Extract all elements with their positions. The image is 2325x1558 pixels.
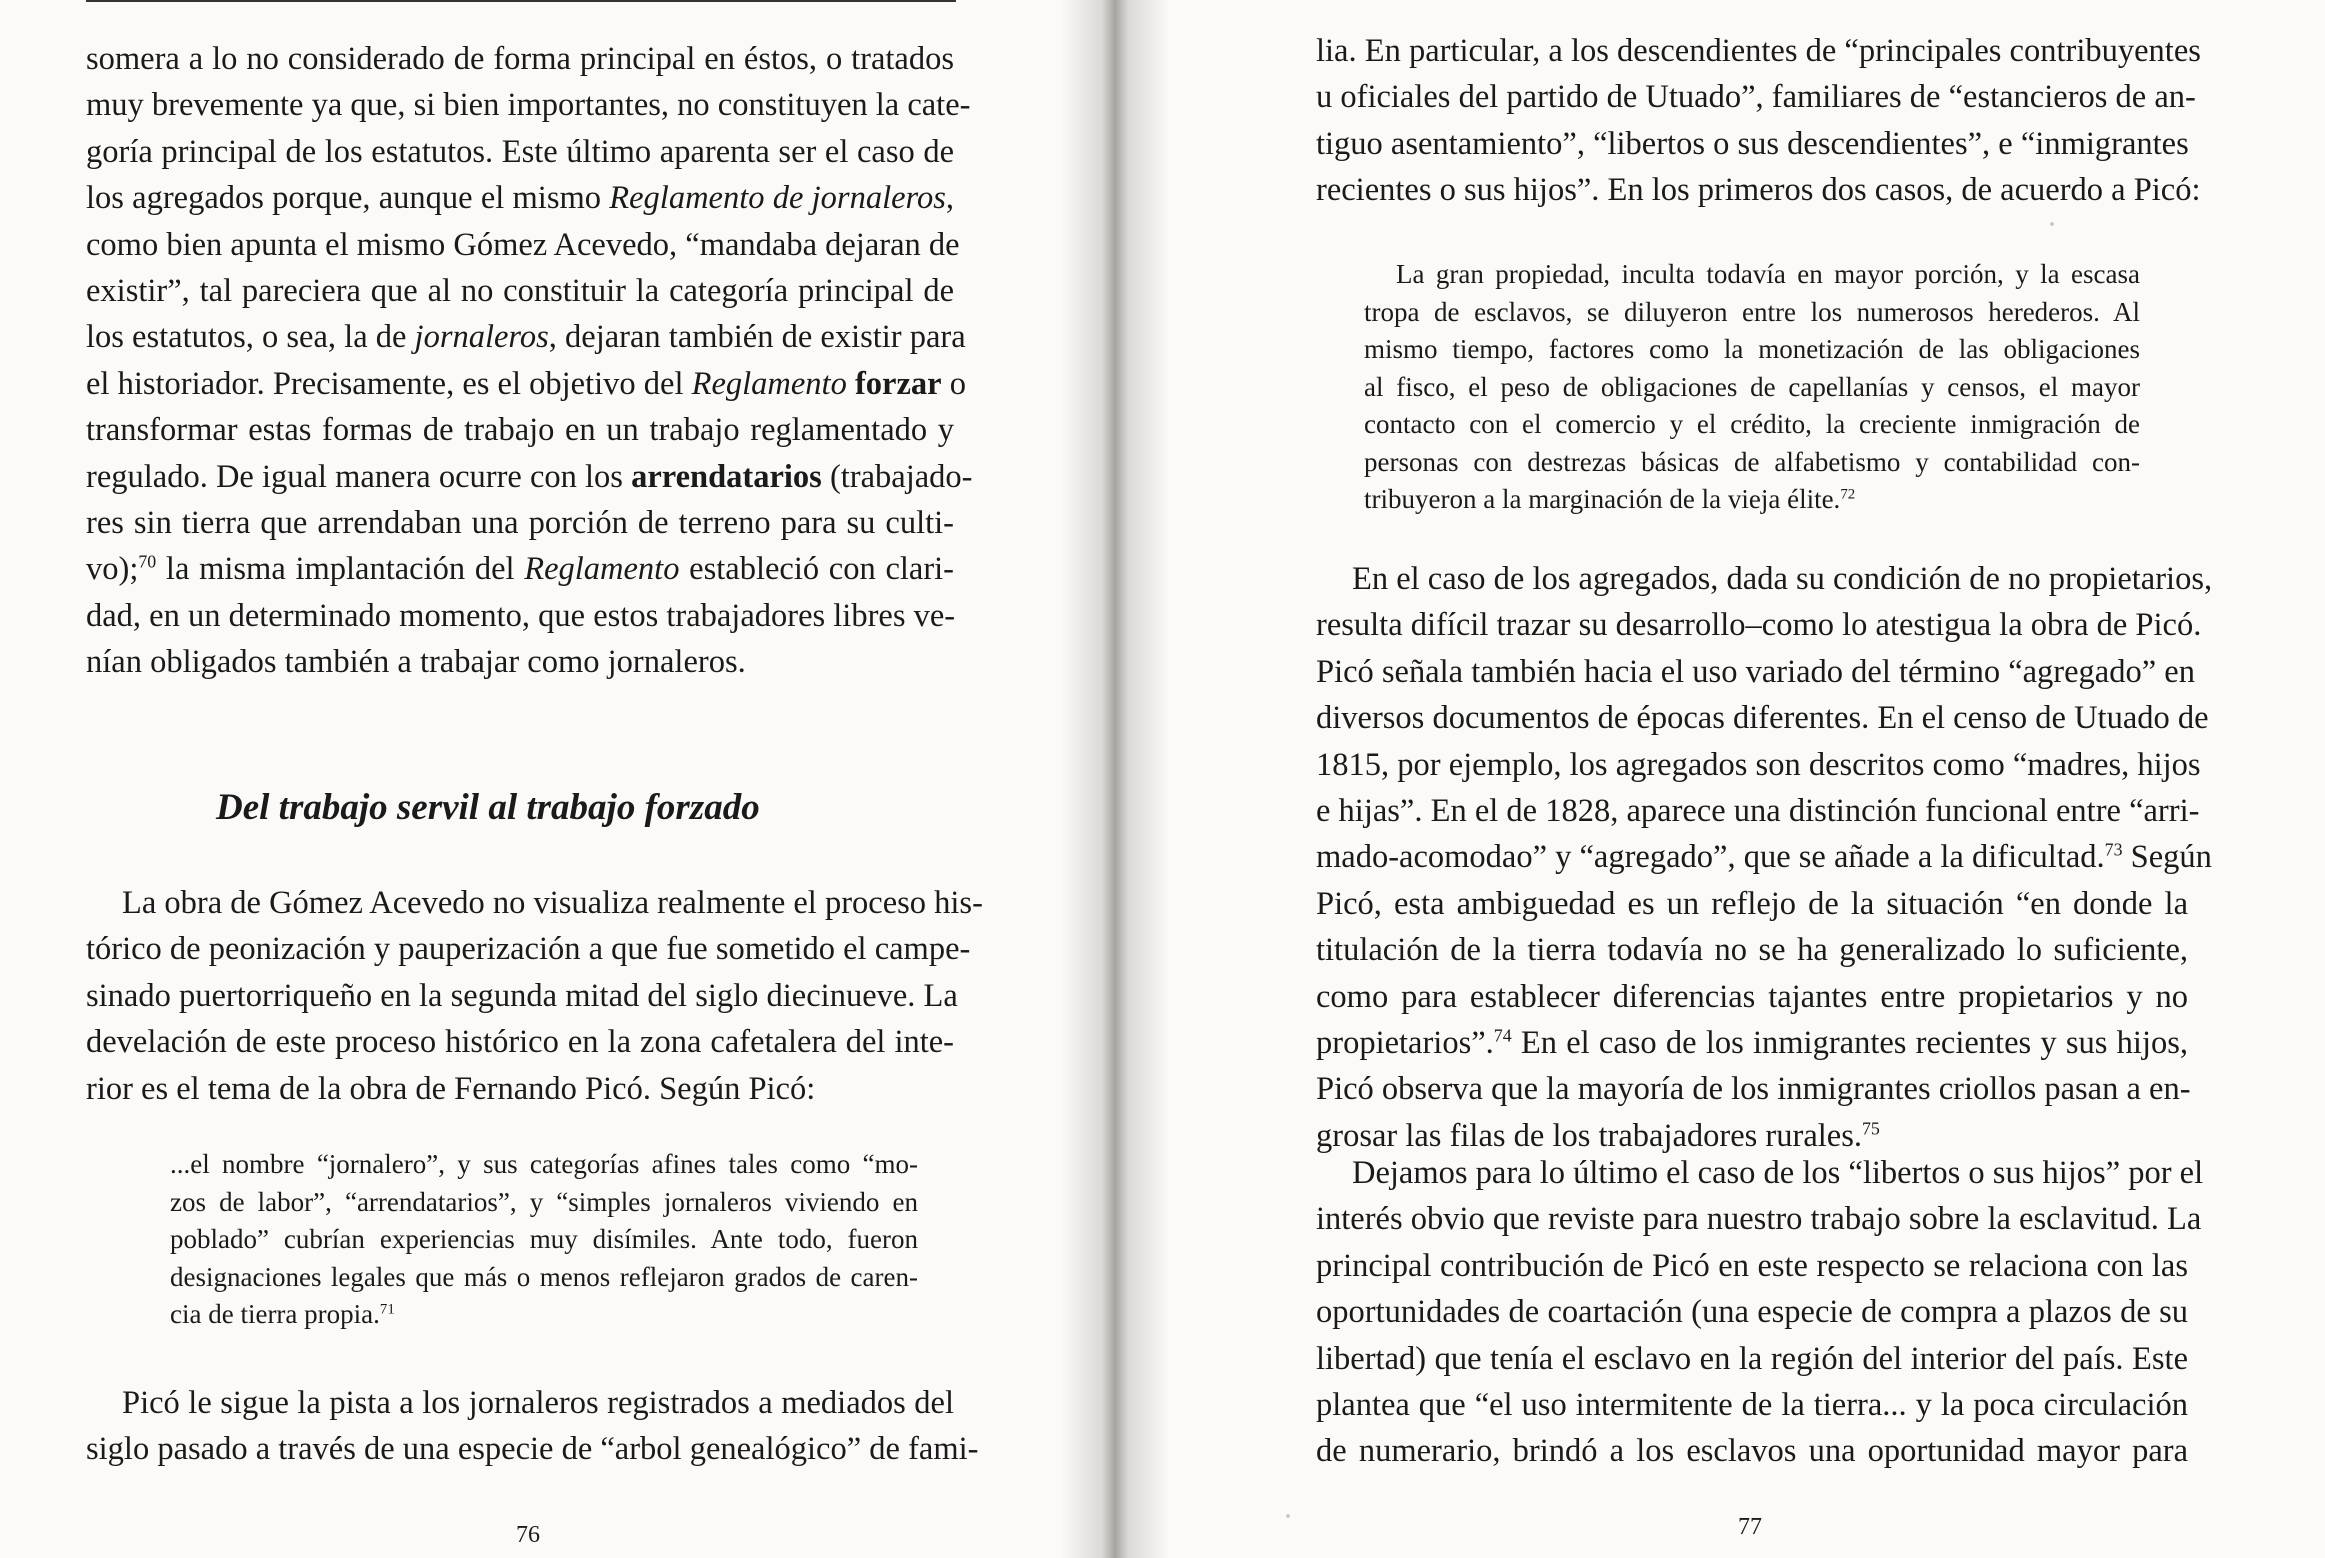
text-line: 1815, por ejemplo, los agregados son descritos como “madres, hijos: [1316, 746, 2201, 783]
text-line: recientes o sus hijos”. En los primeros dos casos, de acuerdo a Picó:: [1316, 172, 2201, 209]
page-number-right: 77: [1738, 1514, 1762, 1540]
text-line: rior es el tema de la obra de Fernando Picó. Según Picó:: [86, 1070, 816, 1107]
left-paragraph-2: [86, 880, 983, 1112]
text-line: existir”, tal pareciera que al no constituir la categoría principal de: [86, 273, 954, 310]
text-line: transformar estas formas de trabajo en un trabajo reglamentado y: [86, 412, 954, 449]
quote-line: al fisco, el peso de obligaciones de capellanías y censos, el mayor: [1364, 371, 2140, 402]
left-paragraph-3: [86, 1380, 979, 1473]
text-line: libertad) que tenía el esclavo en la región del interior del país. Este: [1316, 1340, 2188, 1377]
text-line: Picó observa que la mayoría de los inmigrantes criollos pasan a en-: [1316, 1071, 2191, 1108]
text-line: de numerario, brindó a los esclavos una oportunidad mayor para: [1316, 1433, 2188, 1470]
quote-line: tribuyeron a la marginación de la vieja élite.$^{72}$: [1364, 484, 1856, 514]
quote-line: La gran propiedad, inculta todavía en mayor porción, y la escasa: [1396, 259, 2140, 289]
text-line: goría principal de los estatutos. Este último aparenta ser el caso de: [86, 133, 954, 170]
text-line: plantea que “el uso intermitente de la tierra... y la poca circulación: [1316, 1387, 2188, 1424]
text-line: sinado puertorriqueño en la segunda mitad del siglo diecinueve. La: [86, 977, 958, 1014]
quote-line: tropa de esclavos, se diluyeron entre los numerosos herederos. Al: [1364, 296, 2140, 327]
text-line: En el caso de los agregados, dada su condición de no propietarios,: [1352, 561, 2213, 597]
text-line: e hijas”. En el de 1828, aparece una distinción funcional entre “arri-: [1316, 793, 2200, 830]
text-line: lia. En particular, a los descendientes de “principales contribuyentes: [1316, 33, 2201, 69]
right-block-quote: [1364, 256, 2140, 519]
text-line: grosar las filas de los trabajadores rurales.$^{75}$: [1316, 1117, 1880, 1154]
right-paragraph-1: [1316, 28, 2201, 214]
left-block-quote: [170, 1146, 918, 1334]
quote-line: contacto con el comercio y el crédito, la creciente inmigración de: [1364, 409, 2140, 439]
text-line: interés obvio que reviste para nuestro trabajo sobre la esclavitud. La: [1316, 1201, 2202, 1238]
page-number-left: 76: [516, 1522, 540, 1548]
text-line: como para establecer diferencias tajantes entre propietarios y no: [1316, 978, 2188, 1015]
quote-line: mismo tiempo, factores como la monetización de las obligaciones: [1364, 334, 2140, 364]
text-line: Picó, esta ambiguedad es un reflejo de la situación “en donde la: [1316, 885, 2188, 922]
text-line: develación de este proceso histórico en la zona cafetalera del inte-: [86, 1024, 954, 1061]
quote-line: zos de labor”, “arrendatarios”, y “simples jornaleros viviendo en: [170, 1186, 918, 1217]
text-line: propietarios”.$^{74}$ En el caso de los inmigrantes recientes y sus hijos,: [1316, 1025, 2188, 1062]
text-line: diversos documentos de épocas diferentes. En el censo de Utuado de: [1316, 700, 2209, 737]
text-line: los agregados porque, aunque el mismo Reglamento de jornaleros,: [86, 180, 954, 217]
book-gutter: [1060, 0, 1170, 1558]
paper-speck: [1286, 1514, 1290, 1518]
paper-speck: [2050, 222, 2054, 226]
quote-line: personas con destrezas básicas de alfabetismo y contabilidad con-: [1364, 446, 2140, 477]
text-line: mado-acomodao” y “agregado”, que se añade a la dificultad.$^{73}$ Según: [1316, 839, 2212, 876]
right-paragraph-2: [1316, 556, 2213, 1159]
text-line: titulación de la tierra todavía no se ha generalizado lo suficiente,: [1316, 932, 2188, 969]
text-line: La obra de Gómez Acevedo no visualiza realmente el proceso his-: [122, 885, 983, 921]
text-line: somera a lo no considerado de forma principal en éstos, o tratados: [86, 41, 954, 77]
text-line: Picó le sigue la pista a los jornaleros registrados a mediados del: [122, 1385, 954, 1421]
text-line: res sin tierra que arrendaban una porción de terreno para su culti-: [86, 505, 954, 542]
text-line: los estatutos, o sea, la de jornaleros, dejaran también de existir para: [86, 319, 966, 356]
quote-line: poblado” cubrían experiencias muy disímiles. Ante todo, fueron: [170, 1224, 918, 1254]
text-line: u oficiales del partido de Utuado”, familiares de “estancieros de an-: [1316, 79, 2196, 116]
top-rule: [86, 0, 956, 2]
quote-line: designaciones legales que más o menos reflejaron grados de caren-: [170, 1261, 918, 1292]
quote-line: cia de tierra propia.$^{71}$: [170, 1299, 395, 1329]
text-line: siglo pasado a través de una especie de “arbol genealógico” de fami-: [86, 1431, 979, 1468]
quote-line: ...el nombre “jornalero”, y sus categorías afines tales como “mo-: [170, 1149, 918, 1179]
text-line: muy brevemente ya que, si bien importantes, no constituyen la cate-: [86, 87, 971, 124]
text-line: Picó señala también hacia el uso variado del término “agregado” en: [1316, 653, 2195, 690]
text-line: dad, en un determinado momento, que estos trabajadores libres ve-: [86, 597, 956, 634]
text-line: como bien apunta el mismo Gómez Acevedo, “mandaba dejaran de: [86, 226, 960, 263]
text-line: el historiador. Precisamente, es el objetivo del Reglamento forzar o: [86, 365, 966, 402]
text-line: oportunidades de coartación (una especie de compra a plazos de su: [1316, 1294, 2188, 1331]
text-line: tiguo asentamiento”, “libertos o sus descendientes”, e “inmigrantes: [1316, 125, 2189, 162]
section-heading: Del trabajo servil al trabajo forzado: [216, 787, 760, 828]
right-paragraph-3: [1316, 1150, 2204, 1475]
left-paragraph-1: [86, 36, 973, 686]
text-line: resulta difícil trazar su desarrollo–como lo atestigua la obra de Picó.: [1316, 607, 2202, 644]
text-line: vo);$^{70}$ la misma implantación del Reglamento estableció con clari-: [86, 551, 954, 588]
text-line: regulado. De igual manera ocurre con los arrendatarios (trabajado-: [86, 458, 973, 495]
text-line: nían obligados también a trabajar como jornaleros.: [86, 644, 746, 681]
text-line: Dejamos para lo último el caso de los “libertos o sus hijos” por el: [1352, 1155, 2204, 1191]
text-line: principal contribución de Picó en este respecto se relaciona con las: [1316, 1247, 2188, 1284]
text-line: tórico de peonización y pauperización a que fue sometido el campe-: [86, 931, 971, 968]
